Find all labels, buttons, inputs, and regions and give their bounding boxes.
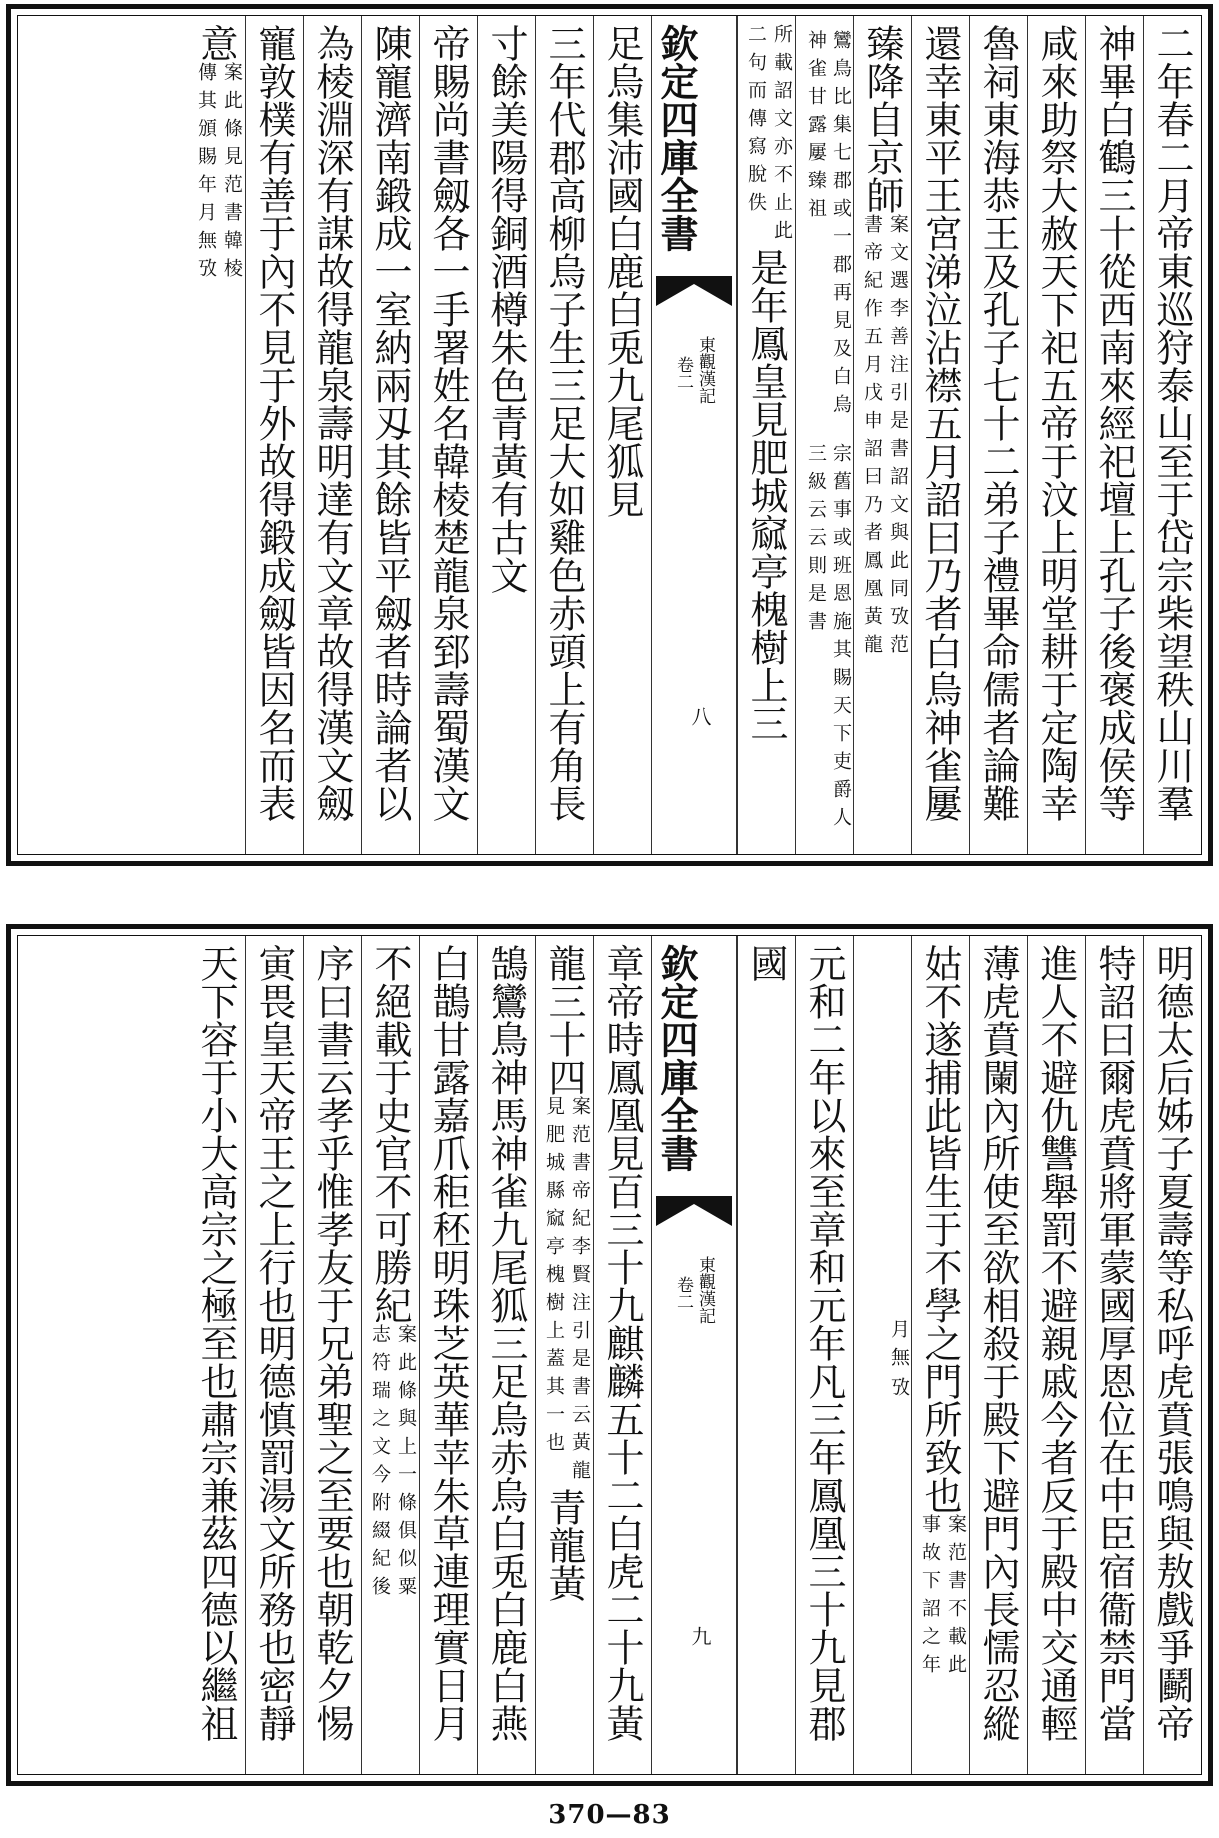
- annotation-line: 二句而傳寫脫佚: [745, 24, 767, 220]
- volume-subtitle: 東觀漢記: [695, 1256, 715, 1324]
- fish-tail-mark-icon: [656, 276, 732, 316]
- text-column: 明德太后姊子夏壽等私呼虎賁張鳴與敖戲爭鬬帝: [1143, 936, 1201, 1774]
- text-column: 為棱淵深有謀故得龍泉壽明達有文章故得漢文劔: [303, 16, 361, 854]
- text-column: 咸來助祭大赦天下祀五帝于汶上明堂耕于定陶幸: [1027, 16, 1085, 854]
- text-column-with-annotation: [853, 16, 911, 854]
- text-column-with-annotation: [911, 936, 969, 1774]
- annotation-line: 見肥城縣窳亭槐樹上蓋其一也: [543, 1096, 565, 1460]
- annotation-line: 書帝紀作五月戊申詔曰乃者鳳凰黃龍: [861, 214, 883, 662]
- text-column: 章帝時鳳凰見百三十九麒麟五十二白虎二十九黃: [593, 936, 651, 1774]
- annotation-line: 事故下詔之年: [919, 1514, 941, 1682]
- juan-number: 卷二: [673, 1276, 693, 1310]
- annotation-block: [859, 214, 911, 662]
- text-column: 陳寵濟南鍛成一室納兩刄其餘皆平劔者時論者以: [361, 16, 419, 854]
- book-title: 欽定四庫全書: [654, 944, 699, 1172]
- text-column: 三年代郡高柳烏子生三足大如雞色赤頭上有角長: [535, 16, 593, 854]
- annotation-column: [853, 936, 911, 1774]
- text-column: 寅畏皇天帝王之上行也明德慎罰湯文所務也密靜: [245, 936, 303, 1774]
- annotation-line: 宗舊事或班恩施其賜天下吏爵人三級云云則是書: [805, 443, 852, 835]
- text-column: 帝賜尚書劔各一手署姓名韓棱楚龍泉郅壽蜀漢文: [419, 16, 477, 854]
- annotation-line: 案此條與上一條俱似粟: [395, 1324, 417, 1604]
- annotation-line: 案范書不載此: [945, 1514, 967, 1682]
- annotation-line: 案范書帝紀李賢注引是書云黃龍: [569, 1096, 591, 1488]
- text-column-with-annotation: [361, 936, 419, 1774]
- folio-number: 八: [688, 706, 712, 726]
- juan-number: 卷二: [673, 356, 693, 390]
- text-column: 二年春二月帝東巡狩泰山至于岱宗柴望秩山川羣: [1143, 16, 1201, 854]
- main-text: 意: [194, 24, 238, 62]
- book-title: 欽定四庫全書: [654, 24, 699, 252]
- annotation-block: [193, 62, 245, 286]
- annotation-line: 案此條見范書韓棱: [221, 62, 243, 286]
- text-column: 白鵲甘露嘉爪秬秠明珠芝英華苹朱草連理實日月: [419, 936, 477, 1774]
- text-column: 元和二年以來至章和元年凡三年鳳凰三十九見郡: [795, 936, 853, 1774]
- text-column: 天下容于小大高宗之極至也肅宗兼茲四德以繼祖: [194, 944, 238, 1742]
- text-column-with-annotation: [737, 16, 795, 854]
- text-column: 薄虎賁闌內所使至欲相殺于殿下避門內長懦忍縱: [969, 936, 1027, 1774]
- main-text: 不絕載于史官不可勝紀: [368, 944, 412, 1324]
- annotation-block: [367, 1324, 419, 1604]
- page-top: [6, 4, 1213, 866]
- centre-fold-column: [651, 16, 737, 854]
- annotation-line: 案文選李善注引是書詔文與此同攷范: [887, 214, 909, 662]
- text-column-with-annotation: [187, 16, 245, 854]
- fish-tail-mark-icon: [656, 1196, 732, 1236]
- column-frame: [17, 15, 1202, 855]
- text-column: 寸餘美陽得銅酒樽朱色青黃有古文: [477, 16, 535, 854]
- text-column: 特詔曰爾虎賁將軍蒙國厚恩位在中臣宿衞禁門當: [1085, 936, 1143, 1774]
- text-column: 寵敦樸有善于內不見于外故得鍛成劔皆因名而表: [245, 16, 303, 854]
- text-column: 魯祠東海恭王及孔子七十二弟子禮畢命儒者論難: [969, 16, 1027, 854]
- page-reference: 370—83: [548, 1800, 671, 1830]
- text-column: 足烏集沛國白鹿白兎九尾狐見: [593, 16, 651, 854]
- annotation-line: 志符瑞之文今附綴紀後: [369, 1324, 391, 1604]
- text-column: 神畢白鶴三十從西南來經祀壇上孔子後褒成侯等: [1085, 16, 1143, 854]
- text-column: 國: [737, 936, 795, 1774]
- text-column-with-annotation: [535, 936, 593, 1774]
- main-text: 是年鳳皇見肥城窳亭槐樹上三: [744, 248, 788, 742]
- text-column: 鵠鸞鳥神馬神雀九尾狐三足烏赤烏白兎白鹿白燕: [477, 936, 535, 1774]
- annotation-line: 攷: [888, 1377, 910, 1405]
- main-text: 青龍黃: [542, 1488, 586, 1602]
- annotation-line: 月無: [888, 1319, 910, 1375]
- main-text: 姑不遂捕此皆生于不學之門所致也: [918, 944, 962, 1514]
- text-column: 還幸東平王宮涕泣沾襟五月詔曰乃者白烏神雀屢: [911, 16, 969, 854]
- volume-subtitle: 東觀漢記: [695, 336, 715, 404]
- main-text: 龍三十四: [542, 944, 586, 1096]
- text-column: 序曰書云孝乎惟孝友于兄弟聖之至要也朝乾夕惕: [303, 936, 361, 1774]
- annotation-line: 傳其頒賜年月無攷: [195, 62, 217, 286]
- column-frame: [17, 935, 1202, 1775]
- annotation-column: [795, 16, 853, 854]
- annotation-line: 鸞鳥比集七郡或一郡再見及白烏神雀甘露屢臻祖: [805, 30, 852, 422]
- folio-number: 九: [688, 1626, 712, 1646]
- main-text: 臻降自京師: [860, 24, 904, 214]
- annotation-block: [743, 24, 795, 248]
- annotation-block: [917, 1514, 969, 1682]
- annotation-block: [541, 1096, 593, 1488]
- annotation-line: 所載詔文亦不止此: [771, 24, 793, 248]
- text-column: 進人不避仇讐舉罰不避親戚今者反于殿中交通輕: [1027, 936, 1085, 1774]
- centre-fold-column: [651, 936, 737, 1774]
- page-bottom: [6, 924, 1213, 1786]
